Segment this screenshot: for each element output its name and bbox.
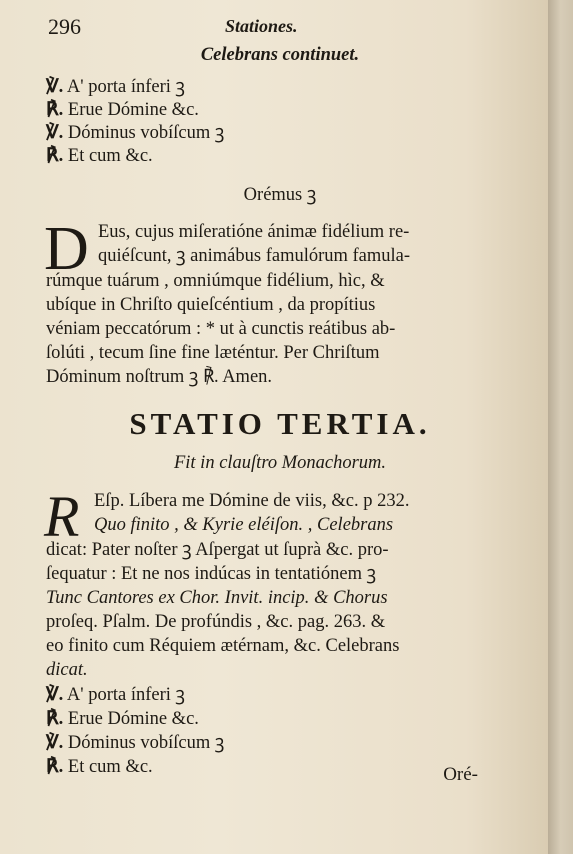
response-symbol: ℟. xyxy=(46,100,64,120)
prayer-dropcap: D xyxy=(44,215,89,283)
rubric-line: ſequatur : Et ne nos indúcas in tentatiónem ꝫ xyxy=(46,564,377,584)
rubric-line: Tunc Cantores ex Chor. Invit. incip. & Chorus xyxy=(46,588,388,608)
rubric-line: dicat: Pater noſter ꝫ Aſpergat ut ſuprà &c. pro- xyxy=(46,540,389,560)
rubric-line: proſeq. Pſalm. De profúndis , &c. pag. 263. & xyxy=(46,612,386,632)
response-text: Et cum &c. xyxy=(67,757,153,777)
response-symbol: ℟. xyxy=(46,709,64,729)
versicle-symbol: ℣. xyxy=(46,685,64,705)
prayer-line: ſolúti , tecum ſine fine læténtur. Per Chriſtum xyxy=(46,343,380,363)
rubric-line: eo finito cum Réquiem ætérnam, &c. Celebrans xyxy=(46,636,400,656)
versicle-text: Dóminus vobíſcum ꝫ xyxy=(67,123,225,143)
response-symbol: ℟. xyxy=(46,757,64,777)
response-line xyxy=(46,145,153,167)
prayer-line: quiéſcunt, ꝫ animábus famulórum famula- xyxy=(98,246,411,266)
response-text: Et cum &c. xyxy=(67,146,153,166)
versicle-line xyxy=(46,122,224,144)
rubric-line: Quo finito , & Kyrie eléiſon. , Celebrans xyxy=(94,515,394,535)
versicle-symbol: ℣. xyxy=(46,77,64,97)
running-title: Stationes. xyxy=(225,16,298,36)
station-subtitle: Fit in clauſtro Monachorum. xyxy=(173,453,387,473)
rubric-line: dicat. xyxy=(46,660,88,680)
response-line xyxy=(46,756,153,778)
response-symbol: ℟. xyxy=(46,146,64,166)
versicle-symbol: ℣. xyxy=(46,123,64,143)
prayer-line: ubíque in Chriſto quieſcéntium , da propítius xyxy=(46,295,376,315)
prayer-line: Dóminum noſtrum ꝫ ℟. Amen. xyxy=(46,367,273,387)
versicle-text: A' porta ínferi ꝫ xyxy=(66,685,185,705)
versicle-symbol: ℣. xyxy=(46,733,64,753)
station-title: STATIO TERTIA. xyxy=(129,406,431,441)
versicle-line xyxy=(46,684,185,706)
versicle-line xyxy=(46,76,185,98)
section-heading: Celebrans continuet. xyxy=(200,45,360,65)
oremus-heading: Orémus ꝫ xyxy=(243,185,317,205)
page-number: 296 xyxy=(48,14,81,39)
response-line xyxy=(46,708,199,730)
versicle-line xyxy=(46,732,224,754)
catchword: Oré- xyxy=(443,764,478,785)
facing-page-edge xyxy=(548,0,573,854)
prayer-line: Eus, cujus miſeratióne ánimæ fidélium re- xyxy=(98,222,410,242)
prayer-line: véniam peccatórum : * ut à cunctis reátibus ab- xyxy=(46,319,396,339)
response-text: Erue Dómine &c. xyxy=(67,709,199,729)
rubric-dropcap: R xyxy=(44,484,80,549)
response-line xyxy=(46,99,199,121)
prayer-line: rúmque tuárum , omniúmque fidélium, hìc, & xyxy=(46,271,385,291)
versicle-text: Dóminus vobíſcum ꝫ xyxy=(67,733,225,753)
versicle-text: A' porta ínferi ꝫ xyxy=(66,77,185,97)
response-text: Erue Dómine &c. xyxy=(67,100,199,120)
rubric-line: Eſp. Líbera me Dómine de viis, &c. p 232. xyxy=(94,491,410,511)
